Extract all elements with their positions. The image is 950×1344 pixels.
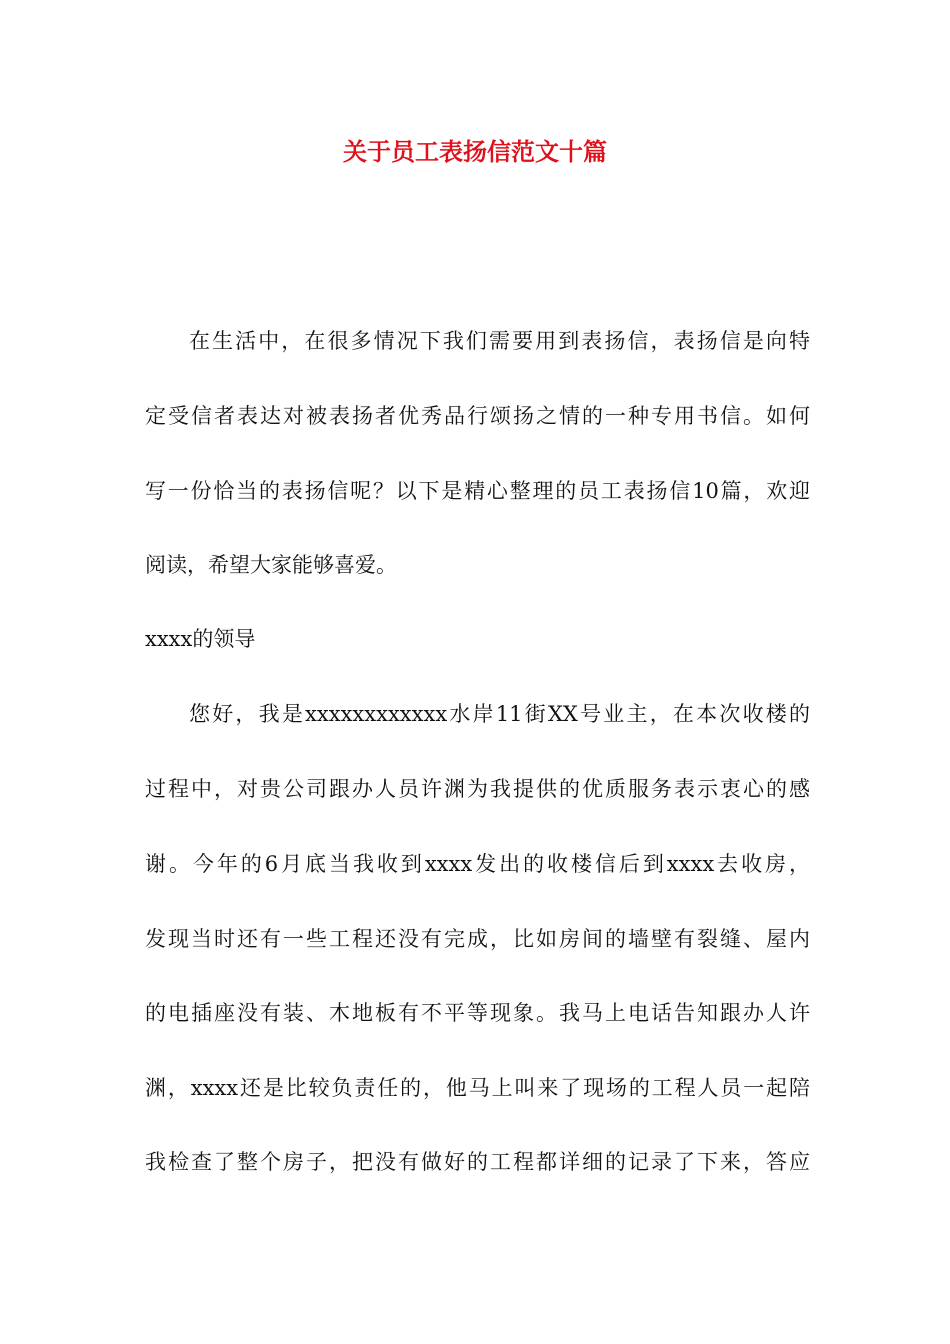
paragraph-line: 您好，我是xxxxxxxxxxxx水岸11街XX号业主，在本次收楼的 bbox=[189, 702, 810, 726]
salutation: xxxx的领导 bbox=[145, 627, 256, 651]
paragraph-line: 在生活中，在很多情况下我们需要用到表扬信，表扬信是向特 bbox=[189, 329, 810, 353]
paragraph-line: 渊，xxxx还是比较负责任的，他马上叫来了现场的工程人员一起陪 bbox=[145, 1076, 810, 1100]
paragraph-line: 定受信者表达对被表扬者优秀品行颂扬之情的一种专用书信。如何 bbox=[145, 404, 810, 428]
paragraph-line: 写一份恰当的表扬信呢？以下是精心整理的员工表扬信10篇，欢迎 bbox=[145, 479, 810, 503]
paragraph-line: 我检查了整个房子，把没有做好的工程都详细的记录了下来，答应 bbox=[145, 1150, 810, 1174]
paragraph-line: 谢。今年的6月底当我收到xxxx发出的收楼信后到xxxx去收房， bbox=[145, 852, 810, 876]
paragraph-line: 过程中，对贵公司跟办人员许渊为我提供的优质服务表示衷心的感 bbox=[145, 777, 810, 801]
document-title: 关于员工表扬信范文十篇 bbox=[343, 137, 607, 166]
paragraph-line: 发现当时还有一些工程还没有完成，比如房间的墙壁有裂缝、屋内 bbox=[145, 927, 810, 951]
paragraph-line: 阅读，希望大家能够喜爱。 bbox=[145, 553, 397, 577]
paragraph-line: 的电插座没有装、木地板有不平等现象。我马上电话告知跟办人许 bbox=[145, 1001, 810, 1025]
